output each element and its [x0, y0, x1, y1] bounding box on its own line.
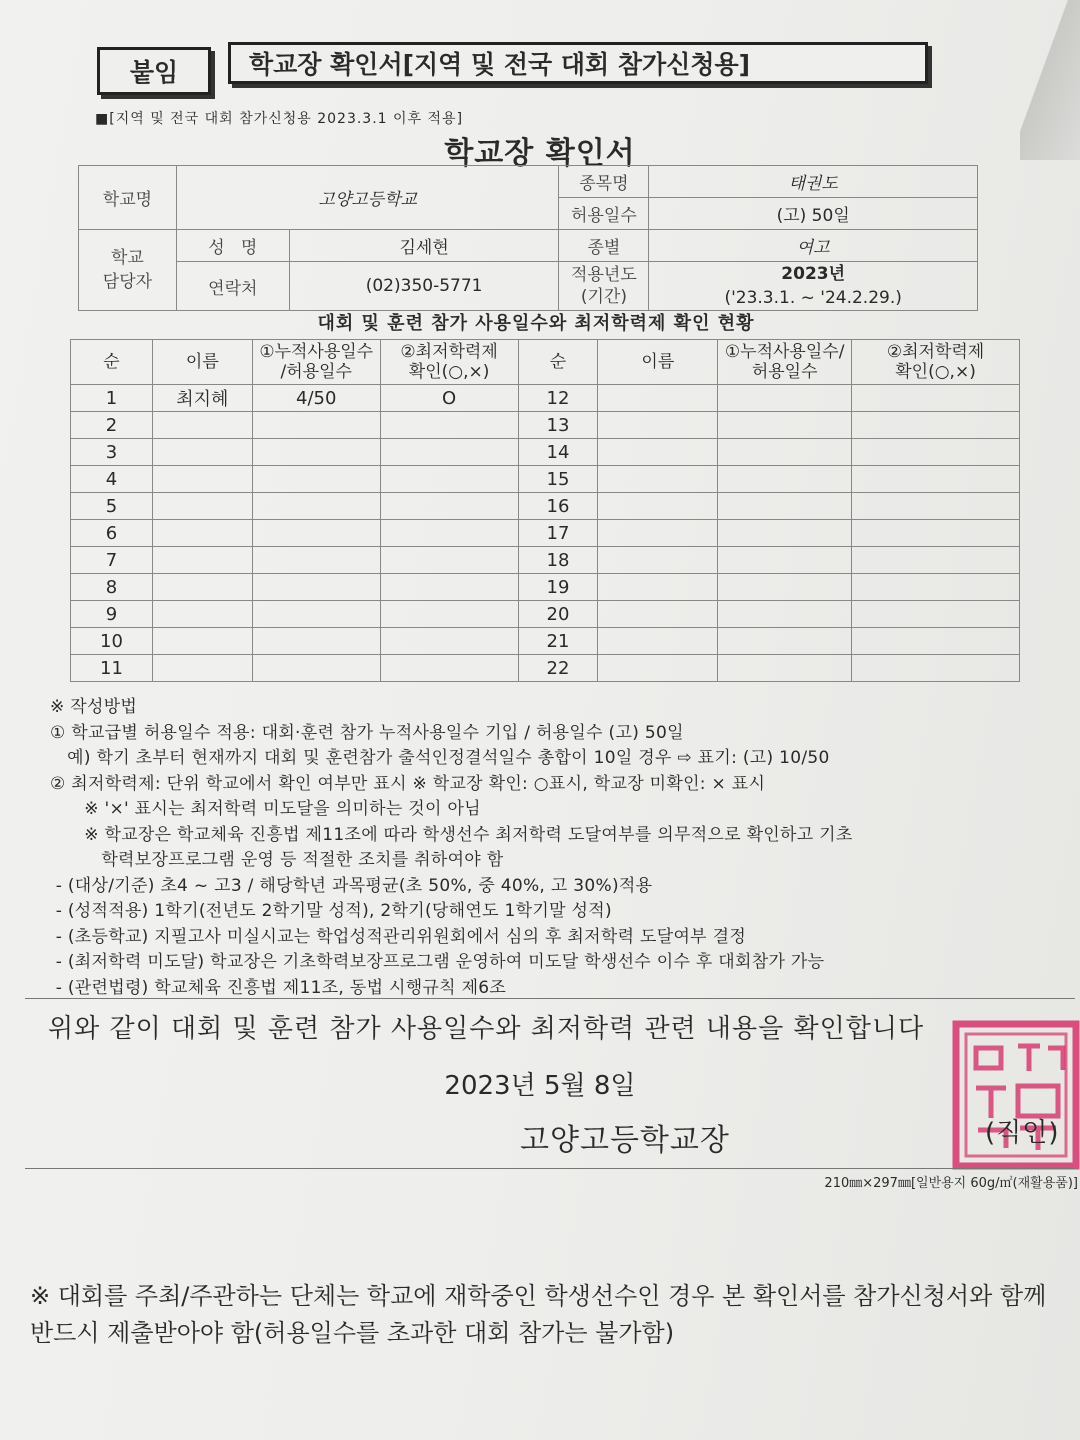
table-row: [71, 601, 1020, 628]
status-cell-check: [380, 493, 518, 520]
status-cell-empty: [852, 412, 1020, 439]
sport-label: 종목명: [559, 166, 649, 198]
status-cell-empty: [852, 520, 1020, 547]
status-cell-no: 2: [71, 412, 153, 439]
status-cell-no2: 20: [518, 601, 598, 628]
status-cell-check: [380, 628, 518, 655]
manager-label: 학교 담당자: [79, 230, 177, 311]
status-cell-empty: [598, 412, 718, 439]
name-value: 김세현: [289, 230, 559, 262]
status-cell-no: 5: [71, 493, 153, 520]
status-cell-used: [252, 493, 380, 520]
status-cell-name: [152, 466, 252, 493]
status-cell-empty: [598, 628, 718, 655]
status-cell-empty: [598, 466, 718, 493]
status-cell-check: O: [380, 385, 518, 412]
status-cell-empty: [852, 574, 1020, 601]
status-cell-name: [152, 574, 252, 601]
status-cell-empty: [718, 385, 852, 412]
status-header-cell: 순: [71, 340, 153, 385]
instruction-line: - (초등학교) 지필고사 미실시교는 학업성적관리위원회에서 심의 후 최저학력 도달여부 결정: [50, 926, 747, 947]
status-cell-name: [152, 628, 252, 655]
status-cell-empty: [718, 547, 852, 574]
status-cell-no2: 19: [518, 574, 598, 601]
status-cell-empty: [852, 628, 1020, 655]
divider-top: [25, 998, 1075, 999]
status-cell-check: [380, 412, 518, 439]
status-cell-empty: [718, 439, 852, 466]
status-cell-empty: [598, 574, 718, 601]
status-cell-no: 8: [71, 574, 153, 601]
table-row: [71, 466, 1020, 493]
sport-value: 태권도: [649, 166, 978, 198]
notice-line: ■[지역 및 전국 대회 참가신청용 2023.3.1 이후 적용]: [95, 111, 464, 127]
status-cell-no: 9: [71, 601, 153, 628]
table-row: [71, 547, 1020, 574]
allowed-days-label: 허용일수: [559, 198, 649, 230]
status-cell-check: [380, 547, 518, 574]
status-cell-empty: [852, 493, 1020, 520]
status-cell-name: [152, 439, 252, 466]
paper-spec: 210㎜×297㎜[일반용지 60g/㎡(재활용품)]: [824, 1176, 1078, 1191]
status-cell-used: [252, 655, 380, 682]
info-table: [78, 165, 978, 311]
status-cell-check: [380, 439, 518, 466]
status-cell-no: 11: [71, 655, 153, 682]
status-cell-name: [152, 655, 252, 682]
status-cell-empty: [598, 385, 718, 412]
instruction-line: - (대상/기준) 초4 ~ 고3 / 해당학년 과목평균(초 50%, 중 40%, 고 30%)적용: [50, 875, 653, 896]
status-cell-empty: [852, 439, 1020, 466]
status-cell-empty: [852, 655, 1020, 682]
school-value: 고양고등학교: [176, 166, 559, 230]
confirm-statement: 위와 같이 대회 및 훈련 참가 사용일수와 최저학력 관련 내용을 확인합니다: [48, 1014, 925, 1044]
instruction-line: ※ 작성방법: [50, 697, 138, 717]
status-cell-no2: 14: [518, 439, 598, 466]
name-label: 성 명: [176, 230, 289, 262]
status-cell-used: [252, 412, 380, 439]
form-title: 학교장 확인서: [444, 136, 636, 171]
table-row: [71, 439, 1020, 466]
status-cell-empty: [718, 520, 852, 547]
contact-label: 연락처: [176, 262, 289, 311]
status-cell-no: 7: [71, 547, 153, 574]
instruction-line: - (관련법령) 학교체육 진흥법 제11조, 동법 시행규칙 제6조: [50, 977, 507, 998]
status-cell-no: 3: [71, 439, 153, 466]
table-row: [71, 412, 1020, 439]
status-header-cell: ①누적사용일수/ 허용일수: [718, 340, 852, 385]
status-cell-empty: [598, 547, 718, 574]
period-value: ('23.3.1. ~ '24.2.29.): [724, 288, 902, 308]
status-cell-used: [252, 547, 380, 574]
status-cell-check: [380, 655, 518, 682]
status-cell-name: 최지혜: [152, 385, 252, 412]
status-cell-no2: 15: [518, 466, 598, 493]
status-cell-name: [152, 412, 252, 439]
year-value: 2023년: [781, 264, 846, 284]
status-cell-empty: [718, 601, 852, 628]
status-cell-name: [152, 520, 252, 547]
status-table-header: [71, 340, 1020, 385]
allowed-days-value: (고) 50일: [649, 198, 978, 230]
status-cell-no: 10: [71, 628, 153, 655]
table-row: [71, 493, 1020, 520]
status-cell-used: [252, 520, 380, 547]
status-cell-empty: [598, 520, 718, 547]
status-cell-check: [380, 466, 518, 493]
instruction-line: ※ '×' 표시는 최저학력 미도달을 의미하는 것이 아님: [50, 799, 481, 819]
status-cell-empty: [718, 412, 852, 439]
status-cell-no: 1: [71, 385, 153, 412]
status-cell-name: [152, 493, 252, 520]
status-header-cell: 이름: [598, 340, 718, 385]
status-table: [70, 339, 1020, 682]
status-cell-empty: [852, 385, 1020, 412]
status-cell-no2: 18: [518, 547, 598, 574]
status-header-cell: ②최저학력제 확인(○,×): [852, 340, 1020, 385]
status-cell-check: [380, 574, 518, 601]
status-cell-empty: [718, 493, 852, 520]
divider-bottom: [25, 1168, 1075, 1169]
status-cell-empty: [852, 601, 1020, 628]
status-cell-empty: [718, 466, 852, 493]
status-cell-empty: [598, 493, 718, 520]
status-cell-name: [152, 547, 252, 574]
instructions: [50, 695, 1050, 1001]
status-section-title: 대회 및 훈련 참가 사용일수와 최저학력제 확인 현황: [76, 309, 996, 340]
instruction-line: - (최저학력 미도달) 학교장은 기초학력보장프로그램 운영하여 미도달 학생선수 이수 후 대회참가 가능: [50, 952, 825, 972]
status-cell-no2: 22: [518, 655, 598, 682]
principal-name: 고양고등학교장: [520, 1123, 730, 1158]
status-cell-used: [252, 439, 380, 466]
instruction-line: 예) 학기 초부터 현재까지 대회 및 훈련참가 출석인정결석일수 총합이 10일 경우 ⇨ 표기: (고) 10/50: [50, 748, 830, 768]
table-row: [71, 385, 1020, 412]
seal-label: (직인): [985, 1118, 1060, 1148]
status-cell-check: [380, 520, 518, 547]
status-cell-no: 4: [71, 466, 153, 493]
status-cell-no2: 13: [518, 412, 598, 439]
header-title: 학교장 확인서[지역 및 전국 대회 참가신청용]: [228, 42, 928, 84]
status-cell-used: 4/50: [252, 385, 380, 412]
year-label: 적용년도 (기간): [559, 262, 649, 311]
status-cell-no2: 21: [518, 628, 598, 655]
instruction-line: ※ 학교장은 학교체육 진흥법 제11조에 따라 학생선수 최저학력 도달여부를 의무적으로 확인하고 기초: [50, 824, 853, 845]
official-seal-icon: [948, 1018, 1080, 1173]
status-header-cell: ①누적사용일수 /허용일수: [252, 340, 380, 385]
status-table-body: [71, 385, 1020, 682]
instruction-line: 학력보장프로그램 운영 등 적절한 조치를 취하여야 함: [50, 850, 504, 870]
school-label: 학교명: [79, 166, 177, 230]
instruction-line: - (성적적용) 1학기(전년도 2학기말 성적), 2학기(당해연도 1학기말 성적): [50, 901, 612, 921]
status-cell-no2: 12: [518, 385, 598, 412]
status-cell-no2: 17: [518, 520, 598, 547]
status-cell-empty: [718, 574, 852, 601]
contact-value: (02)350-5771: [289, 262, 559, 311]
instruction-line: ② 최저학력제: 단위 학교에서 확인 여부만 표시 ※ 학교장 확인: ○표시, 학교장 미확인: × 표시: [50, 773, 766, 794]
status-cell-no: 6: [71, 520, 153, 547]
status-cell-empty: [598, 439, 718, 466]
category-label: 종별: [559, 230, 649, 262]
status-cell-empty: [718, 655, 852, 682]
status-cell-used: [252, 628, 380, 655]
status-cell-empty: [598, 655, 718, 682]
status-cell-empty: [598, 601, 718, 628]
status-cell-no2: 16: [518, 493, 598, 520]
table-row: [71, 628, 1020, 655]
status-cell-empty: [852, 547, 1020, 574]
instruction-line: ① 학교급별 허용일수 적용: 대회·훈련 참가 누적사용일수 기입 / 허용일수 (고) 50일: [50, 722, 684, 743]
year-cell: [649, 262, 978, 311]
status-header-cell: 순: [518, 340, 598, 385]
table-row: [71, 655, 1020, 682]
attachment-label: 붙임: [97, 47, 211, 95]
status-cell-used: [252, 601, 380, 628]
status-header-cell: ②최저학력제 확인(○,×): [380, 340, 518, 385]
issue-date: 2023년 5월 8일: [444, 1071, 636, 1101]
footer-note: ※ 대회를 주최/주관하는 단체는 학교에 재학중인 학생선수인 경우 본 확인서를 참가신청서와 함께 반드시 제출받아야 함(허용일수를 초과한 대회 참가는 불가함): [30, 1282, 1047, 1347]
status-cell-name: [152, 601, 252, 628]
table-row: [71, 520, 1020, 547]
status-cell-empty: [718, 628, 852, 655]
status-cell-check: [380, 601, 518, 628]
table-row: [71, 574, 1020, 601]
category-value: 여고: [649, 230, 978, 262]
status-cell-empty: [852, 466, 1020, 493]
status-cell-used: [252, 466, 380, 493]
status-header-cell: 이름: [152, 340, 252, 385]
status-cell-used: [252, 574, 380, 601]
